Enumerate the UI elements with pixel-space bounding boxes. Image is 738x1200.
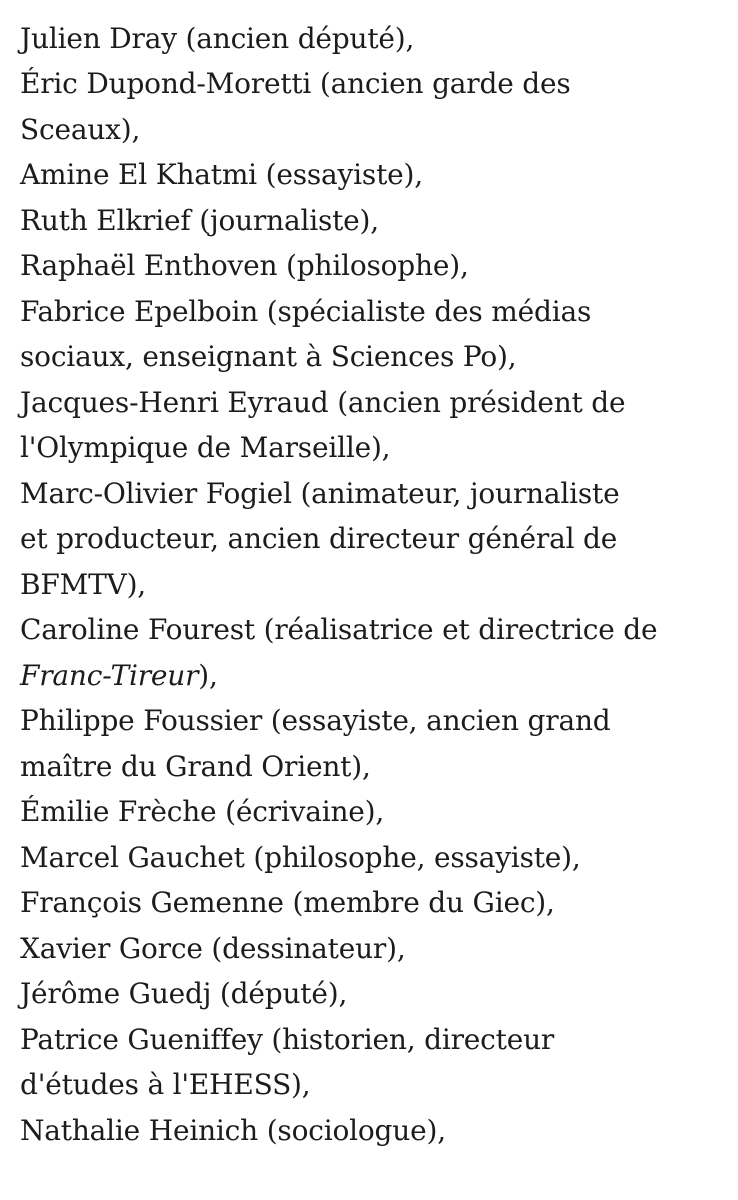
list-item: sociaux, enseignant à Sciences Po), (20, 340, 517, 373)
list-item: Éric Dupond-Moretti (ancien garde des (20, 67, 571, 100)
list-item: Patrice Gueniffey (historien, directeur (20, 1022, 555, 1056)
list-item: Xavier Gorce (dessinateur), (20, 931, 406, 965)
list-item: BFMTV), (20, 567, 146, 601)
list-item: Philippe Foussier (essayiste, ancien grand (20, 704, 611, 737)
list-item: l'Olympique de Marseille), (20, 431, 391, 464)
list-item (20, 653, 720, 699)
list-item: Émilie Frèche (écrivaine), (20, 795, 385, 828)
list-item: Nathalie Heinich (sociologue), (20, 1113, 446, 1147)
document-text (20, 0, 720, 1153)
list-item: Amine El Khatmi (essayiste), (20, 158, 423, 191)
list-item: François Gemenne (membre du Giec), (20, 886, 555, 919)
list-item: Ruth Elkrief (journaliste), (20, 203, 379, 237)
list-item: Sceaux), (20, 112, 141, 146)
list-item-suffix: ), (198, 658, 218, 692)
list-item: Marcel Gauchet (philosophe, essayiste), (20, 840, 581, 874)
list-item: Caroline Fourest (réalisatrice et directrice de (20, 613, 658, 646)
list-item: d'études à l'EHESS), (20, 1068, 311, 1101)
italic-title: Franc-Tireur (20, 658, 199, 692)
list-item: Fabrice Epelboin (spécialiste des médias (20, 294, 592, 328)
list-item: Julien Dray (ancien député), (20, 21, 415, 55)
list-item: et producteur, ancien directeur général de (20, 522, 618, 555)
list-item: Raphaël Enthoven (philosophe), (20, 249, 469, 282)
list-item: Jacques-Henri Eyraud (ancien président de (20, 385, 626, 419)
list-item: maître du Grand Orient), (20, 749, 371, 783)
clipped-top-line (20, 0, 720, 16)
list-item: Jérôme Guedj (député), (20, 977, 348, 1010)
list-item: Marc-Olivier Fogiel (animateur, journaliste (20, 476, 620, 510)
